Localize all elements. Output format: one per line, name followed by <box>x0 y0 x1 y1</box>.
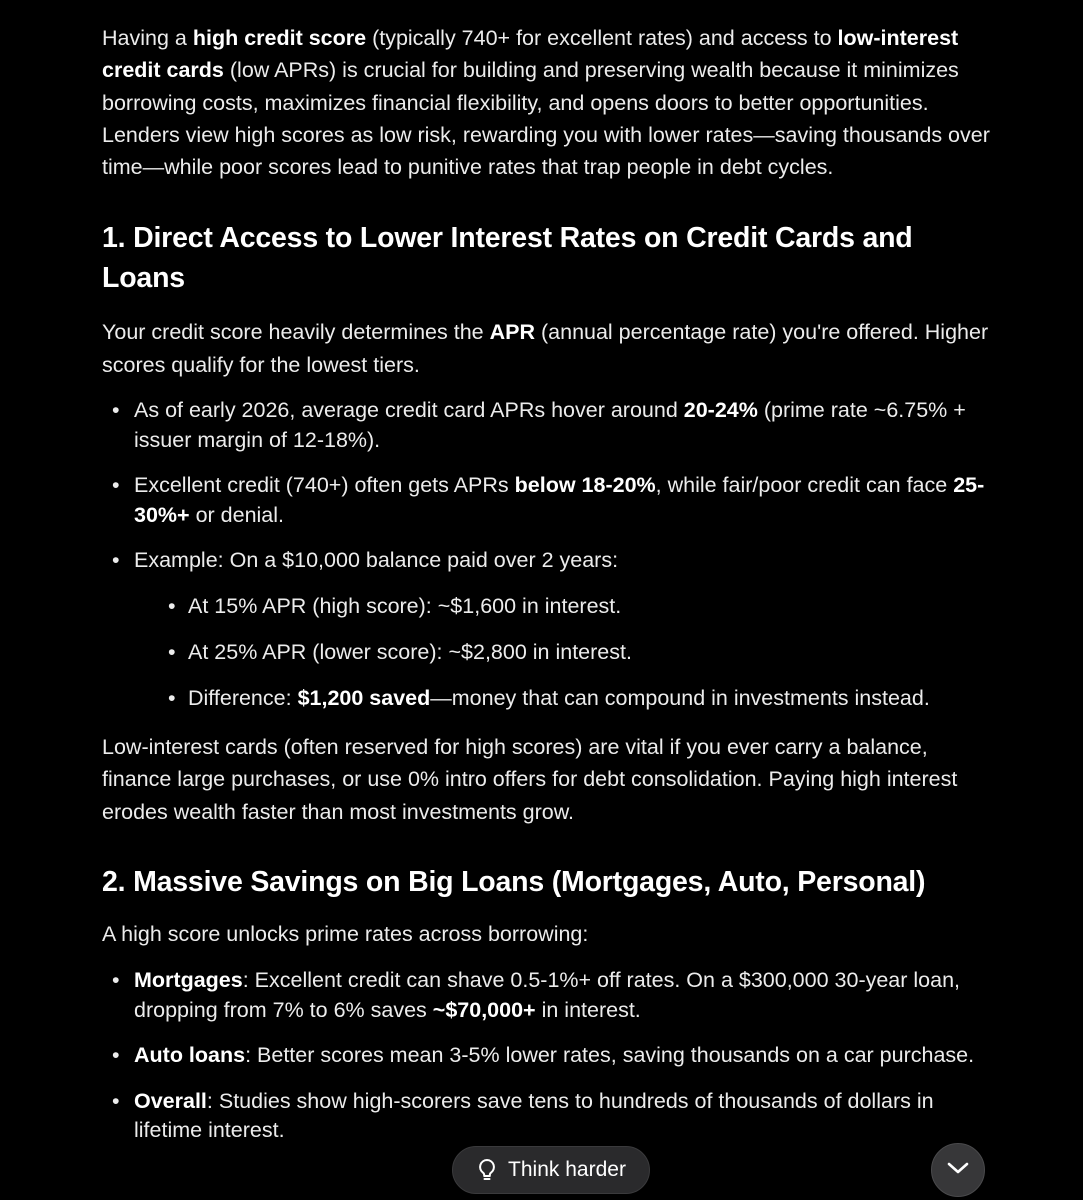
sub-list-item: • At 15% APR (high score): ~$1,600 in interest. <box>134 592 1002 622</box>
think-harder-label: Think harder <box>508 1158 626 1181</box>
chat-response <box>102 22 1002 1146</box>
section-1-lead: Your credit score heavily determines the APR (annual percentage rate) you're offered. Higher scores qualify for the lowest tiers. <box>102 320 989 377</box>
section-1-heading: 1. Direct Access to Lower Interest Rates on Credit Cards and Loans <box>102 222 913 295</box>
think-harder-button[interactable] <box>452 1146 650 1194</box>
list-item: • Mortgages: Excellent credit can shave 0.5-1%+ off rates. On a $300,000 30-year loan, dropping from 7% to 6% saves ~$70,000+ in interest. <box>102 966 1002 1025</box>
list-item: • Auto loans: Better scores mean 3-5% lower rates, saving thousands on a car purchase. <box>102 1041 1002 1071</box>
list-item: • Overall: Studies show high-scorers save tens to hundreds of thousands of dollars in lifetime interest. <box>102 1087 1002 1146</box>
list-item: • As of early 2026, average credit card APRs hover around 20-24% (prime rate ~6.75% + issuer margin of 12-18%). <box>102 396 1002 455</box>
example-sublist <box>134 592 1002 714</box>
section-1-summary: Low-interest cards (often reserved for high scores) are vital if you ever carry a balance, finance large purchases, or use 0% intro offers for debt consolidation. Paying high interest erodes wealth faster than most investments grow. <box>102 735 958 824</box>
section-1-list <box>102 396 1002 713</box>
lightbulb-icon <box>476 1158 498 1182</box>
chevron-down-icon <box>946 1161 970 1180</box>
list-item: • Excellent credit (740+) often gets APRs below 18-20%, while fair/poor credit can face 25-30%+ or denial. <box>102 471 1002 530</box>
list-item: • Example: On a $10,000 balance paid over 2 years: • At 15% APR (high score): ~$1,600 in interest. • At 25% APR (lower score): ~$2,800 in interest. • Difference: $1,200 saved—money that can compound in investments instead. <box>102 546 1002 713</box>
intro-paragraph: Having a high credit score (typically 740+ for excellent rates) and access to low-interest credit cards (low APRs) is crucial for building and preserving wealth because it minimizes borrowing costs, maximizes financial flexibility, and opens doors to better opportunities. Lenders view high scores as low risk, rewarding you with lower rates—saving thousands over time—while poor scores lead to punitive rates that trap people in debt cycles. <box>102 26 990 180</box>
section-2-lead: A high score unlocks prime rates across borrowing: <box>102 921 589 946</box>
section-2-list <box>102 966 1002 1146</box>
scroll-to-bottom-button[interactable] <box>931 1143 985 1197</box>
sub-list-item: • At 25% APR (lower score): ~$2,800 in interest. <box>134 638 1002 668</box>
section-2-heading: 2. Massive Savings on Big Loans (Mortgages, Auto, Personal) <box>102 865 926 898</box>
sub-list-item: • Difference: $1,200 saved—money that can compound in investments instead. <box>134 684 1002 714</box>
